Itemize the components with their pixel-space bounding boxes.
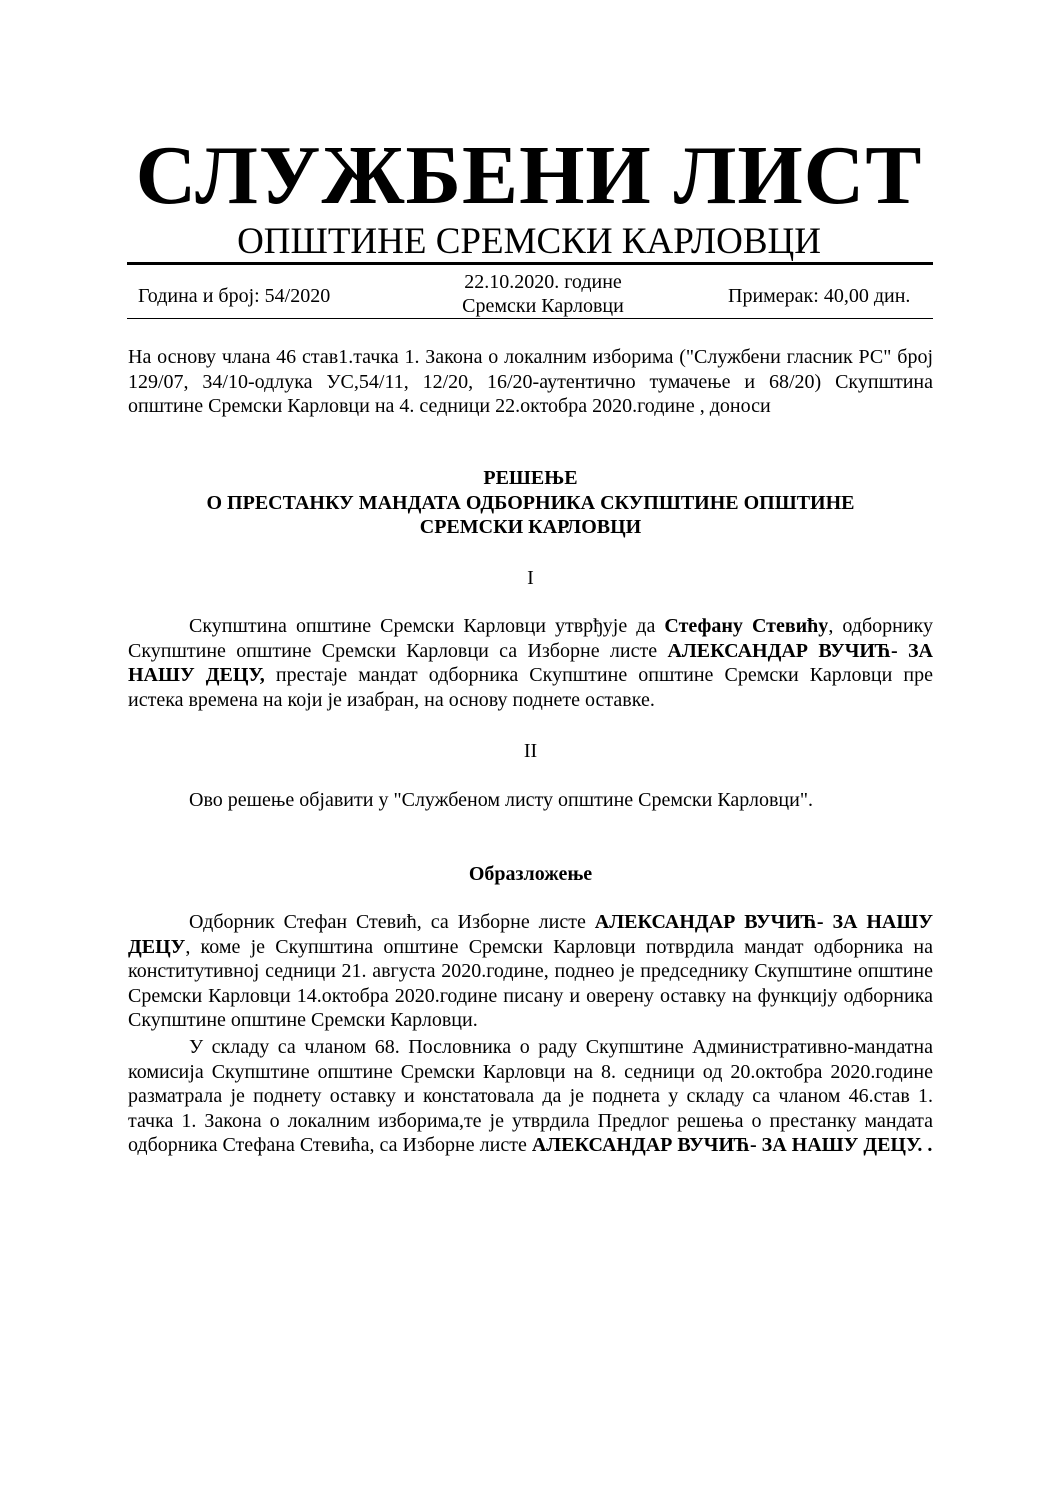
masthead-subtitle: ОПШТИНЕ СРЕМСКИ КАРЛОВЦИ: [237, 221, 821, 262]
section-i-text-3: престаје мандат одборника Скупштине општине Сремски Карловци пре истека времена на који је изабран, на основу поднете оставке.: [128, 664, 933, 711]
issue-date-place: [400, 270, 686, 318]
explanation-p1-text-1: Одборник Стефан Стевић, са Изборне листе: [189, 911, 595, 933]
section-numeral-ii: II: [523, 740, 538, 762]
issue-price: Примерак: 40,00 дин.: [728, 285, 911, 307]
explanation-paragraph-1: [128, 910, 933, 1033]
section-i-paragraph: [128, 614, 933, 712]
explanation-p1-text-2: , коме је Скупштина општине Сремски Карловци потврдила мандат одборника на конститутивној седници 21. августа 2020.године, поднео је председнику Скупштине општине Сремски Карловци 14.октобра 2020.године писану и оверену оставку на функцију одборника Скупштине општине Сремски Карловци.: [128, 935, 933, 1031]
electoral-list-name: АЛЕКСАНДАР ВУЧИЋ- ЗА НАШУ ДЕЦУ,: [128, 639, 933, 686]
issue-number: Година и број: 54/2020: [138, 285, 331, 307]
section-ii-paragraph: Ово решење објавити у "Службеном листу општине Сремски Карловци".: [189, 789, 814, 811]
preamble-paragraph: На основу члана 46 став1.тачка 1. Закона о локалним изборима ("Службени гласник РС" број 129/07, 34/10-одлука УС,54/11, 12/20, 16/20-аутентично тумачење и 68/20) Скупштина општине Сремски Карловци на 4. седници 22.октобра 2020.године , доноси: [128, 346, 933, 417]
decision-heading: [128, 466, 933, 540]
explanation-paragraph-2: [128, 1035, 933, 1158]
masthead-bottom-rule: [127, 318, 933, 319]
section-i-text-1: Скупштина општине Сремски Карловци утврђује да: [189, 615, 665, 637]
masthead-top-rule: [127, 262, 933, 265]
explanation-p2-text-1: У складу са чланом 68. Пословника о раду Скупштине Административно-мандатна комисија Скупштине општине Сремски Карловци на 8. седници од 20.октобра 2020.године разматрала је поднету оставку и констатовала да је поднета у складу са чланом 46.став 1. тачка 1. Закона о локалним изборима,те је утврдила Предлог решења о престанку мандата одборника Стефана Стевића, са Изборне листе: [128, 1036, 933, 1156]
decision-heading-word: РЕШЕЊЕ: [483, 467, 578, 489]
explanation-p2-list: АЛЕКСАНДАР ВУЧИЋ- ЗА НАШУ ДЕЦУ. .: [531, 1134, 933, 1156]
masthead-title: СЛУЖБЕНИ ЛИСТ: [135, 129, 923, 222]
section-numeral-i: I: [527, 567, 534, 589]
explanation-heading: Образложење: [468, 863, 593, 885]
decision-title-line1: О ПРЕСТАНКУ МАНДАТА ОДБОРНИКА СКУПШТИНЕ ОПШТИНЕ: [206, 491, 855, 514]
issue-date: 22.10.2020. године: [464, 271, 622, 293]
decision-title-line2: СРЕМСКИ КАРЛОВЦИ: [419, 516, 642, 538]
issue-place: Сремски Карловци: [462, 295, 624, 317]
explanation-p1-list: АЛЕКСАНДАР ВУЧИЋ- ЗА НАШУ ДЕЦУ: [128, 911, 934, 958]
section-i-text-2: , одборнику Скупштине општине Сремски Карловци са Изборне листе: [128, 615, 933, 662]
member-name: Стефану Стевићу: [664, 615, 829, 637]
